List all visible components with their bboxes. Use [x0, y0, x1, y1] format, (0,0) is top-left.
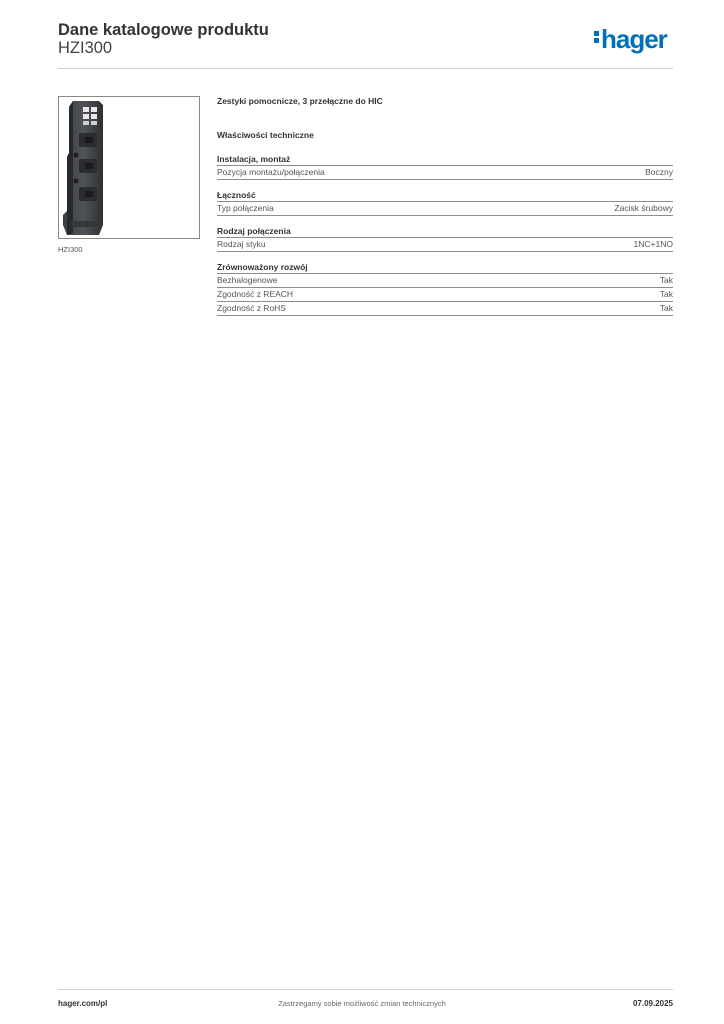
technical-properties-heading: Właściwości techniczne: [217, 130, 314, 140]
spec-row: [217, 274, 673, 288]
spec-section-connectivity: [217, 189, 673, 216]
spec-row: [217, 288, 673, 302]
spec-value: Boczny: [645, 167, 673, 177]
page-title: Dane katalogowe produktu: [58, 21, 269, 39]
footer-notice: Zastrzegamy sobie możliwość zmian technicznych: [278, 999, 446, 1008]
spec-value: 1NC+1NO: [633, 239, 673, 249]
spec-label: Rodzaj styku: [217, 239, 266, 249]
spec-label: Bezhalogenowe: [217, 275, 278, 285]
logo-text: hager: [601, 24, 667, 54]
spec-value: Zacisk śrubowy: [614, 203, 673, 213]
spec-section-connection-type: [217, 225, 673, 252]
header-divider: [58, 68, 673, 69]
spec-label: Zgodność z RoHS: [217, 303, 286, 313]
footer-website-link[interactable]: hager.com/pl: [58, 999, 108, 1008]
spec-row: [217, 202, 673, 216]
spec-label: Pozycja montażu/połączenia: [217, 167, 325, 177]
hager-logo: [594, 26, 667, 52]
product-description: Zestyki pomocnicze, 3 przełączne do HIC: [217, 96, 383, 106]
spec-row: [217, 166, 673, 180]
spec-value: Tak: [659, 275, 673, 285]
spec-row: [217, 302, 673, 316]
spec-value: Tak: [659, 303, 673, 313]
product-image: [58, 96, 200, 239]
product-code: HZI300: [58, 39, 113, 57]
logo-dots-icon: [594, 29, 599, 45]
spec-row: [217, 238, 673, 252]
section-title: Łączność: [217, 189, 673, 202]
spec-label: Typ połączenia: [217, 203, 274, 213]
spec-label: Zgodność z REACH: [217, 289, 294, 299]
section-title: Zrównoważony rozwój: [217, 261, 673, 274]
spec-content: [217, 96, 673, 316]
spec-section-installation: [217, 153, 673, 180]
spec-section-sustainability: [217, 261, 673, 316]
footer-divider: [58, 989, 673, 990]
image-caption: HZI300: [58, 245, 83, 254]
spec-value: Tak: [659, 289, 673, 299]
section-title: Instalacja, montaż: [217, 153, 673, 166]
section-title: Rodzaj połączenia: [217, 225, 673, 238]
footer-date: 07.09.2025: [632, 999, 673, 1008]
auxiliary-contact-module-icon: [59, 97, 199, 238]
